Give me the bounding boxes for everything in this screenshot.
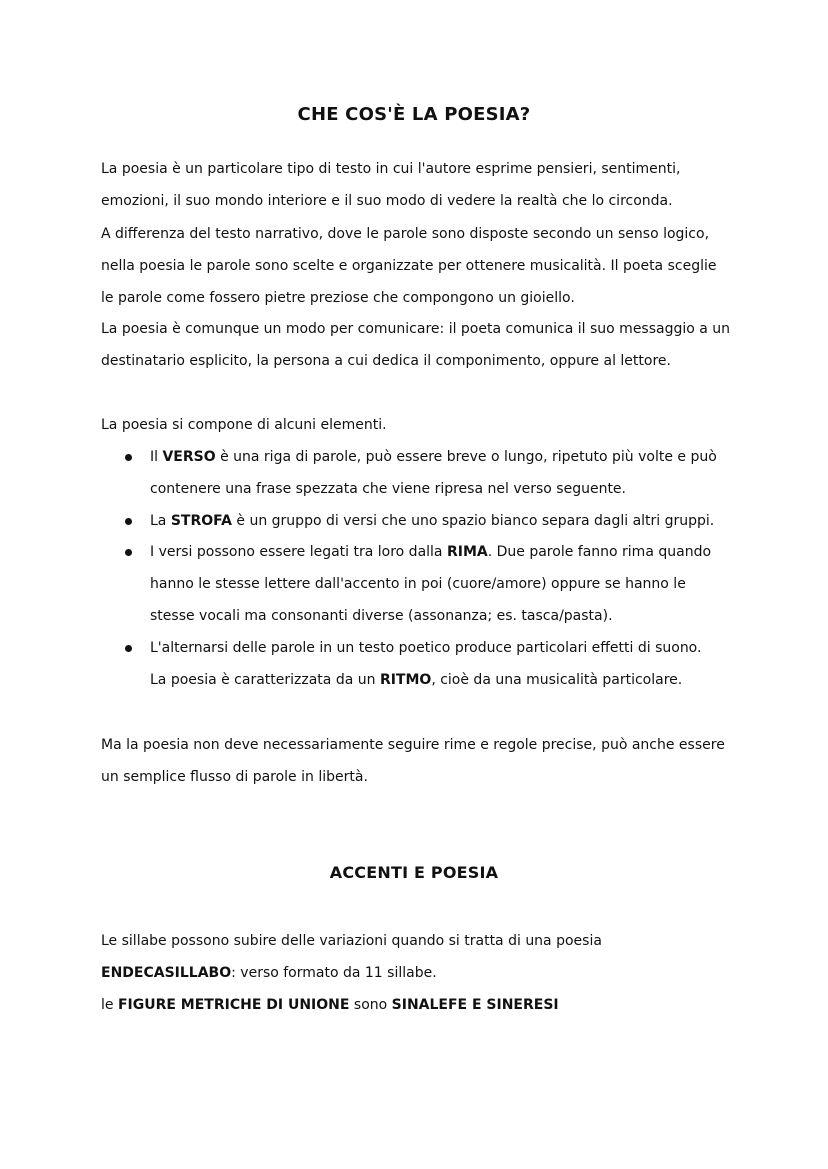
- bullet-2-line-1: La STROFA è un gruppo di versi che uno spazio bianco separa dagli altri gruppi.: [150, 513, 715, 529]
- section-title: ACCENTI E POESIA: [329, 863, 499, 882]
- accenti-line-1: Le sillabe possono subire delle variazioni quando si tratta di una poesia: [101, 933, 602, 949]
- page-title: CHE COS'È LA POESIA?: [297, 104, 531, 125]
- intro-line-5: le parole come fossero pietre preziose che compongono un gioiello.: [101, 290, 575, 306]
- bullet-3-line-1: I versi possono essere legati tra loro dalla RIMA. Due parole fanno rima quando: [150, 544, 712, 560]
- bullet-4-line-1: L'alternarsi delle parole in un testo poetico produce particolari effetti di suono.: [150, 640, 702, 656]
- intro-line-3: A differenza del testo narrativo, dove le parole sono disposte secondo un senso logico,: [101, 226, 710, 242]
- bullet-dot-1: [125, 454, 132, 461]
- bullet-4-line-2: La poesia è caratterizzata da un RITMO, cioè da una musicalità particolare.: [150, 672, 683, 688]
- elements-intro: La poesia si compone di alcuni elementi.: [101, 417, 387, 433]
- bullet-1-line-2: contenere una frase spezzata che viene ripresa nel verso seguente.: [150, 481, 626, 497]
- intro-line-1: La poesia è un particolare tipo di testo in cui l'autore esprime pensieri, sentimenti,: [101, 161, 681, 177]
- bullet-dot-2: [125, 518, 132, 525]
- bullet-1-line-1: Il VERSO è una riga di parole, può essere breve o lungo, ripetuto più volte e può: [150, 449, 717, 465]
- closing-line-2: un semplice flusso di parole in libertà.: [101, 769, 368, 785]
- intro-line-4: nella poesia le parole sono scelte e organizzate per ottenere musicalità. Il poeta sceglie: [101, 258, 717, 274]
- intro-line-6: La poesia è comunque un modo per comunicare: il poeta comunica il suo messaggio a un: [101, 321, 731, 337]
- bullet-dot-3: [125, 549, 132, 556]
- accenti-line-3: le FIGURE METRICHE DI UNIONE sono SINALEFE E SINERESI: [101, 997, 559, 1013]
- intro-line-2: emozioni, il suo mondo interiore e il suo modo di vedere la realtà che lo circonda.: [101, 193, 673, 209]
- bullet-3-line-2: hanno le stesse lettere dall'accento in poi (cuore/amore) oppure se hanno le: [150, 576, 686, 592]
- intro-line-7: destinatario esplicito, la persona a cui dedica il componimento, oppure al lettore.: [101, 353, 671, 369]
- bullet-dot-4: [125, 645, 132, 652]
- accenti-line-2: ENDECASILLABO: verso formato da 11 sillabe.: [101, 965, 437, 981]
- closing-line-1: Ma la poesia non deve necessariamente seguire rime e regole precise, può anche essere: [101, 737, 725, 753]
- bullet-3-line-3: stesse vocali ma consonanti diverse (assonanza; es. tasca/pasta).: [150, 608, 613, 624]
